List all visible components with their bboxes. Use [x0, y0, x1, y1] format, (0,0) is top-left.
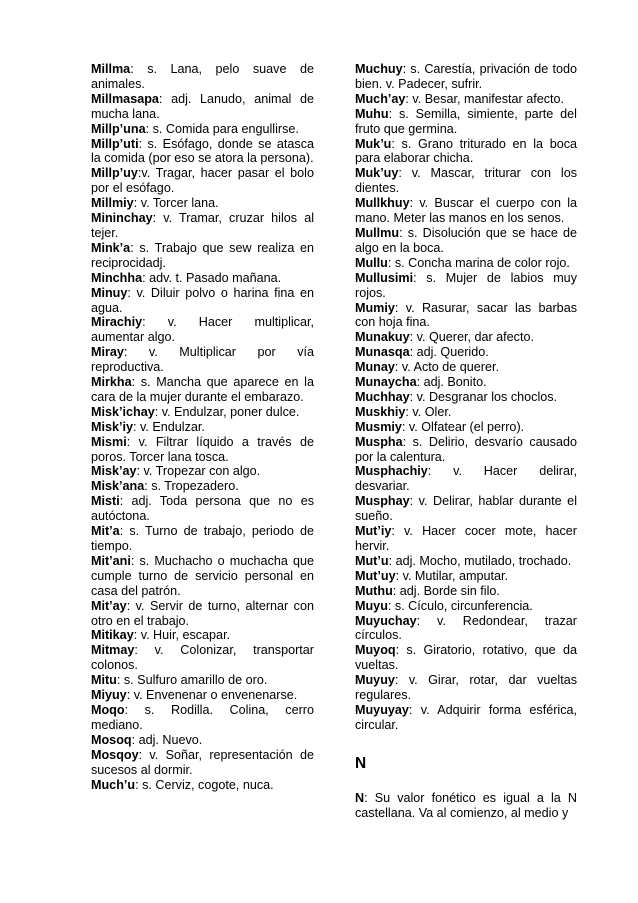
- entry-definition: : v. Multiplicar por vía reproductiva.: [91, 345, 314, 375]
- entry-term: Misk’ichay: [91, 404, 155, 419]
- entry-definition: : v. Endulzar, poner dulce.: [154, 404, 300, 419]
- entry-term: Muhu: [355, 106, 389, 121]
- dictionary-entry: [355, 62, 577, 92]
- entry-term: Mumiy: [355, 300, 395, 315]
- dictionary-entry: [355, 166, 577, 196]
- entry-term: Mismi: [91, 434, 127, 449]
- dictionary-entry: [91, 196, 314, 211]
- entry-definition: : adj. Mocho, mutilado, trochado.: [388, 553, 572, 568]
- entry-term: Much’ay: [355, 91, 406, 106]
- entry-term: Millma: [91, 62, 131, 76]
- entry-term: Mit’ani: [91, 553, 131, 568]
- entry-definition: : v. Hacer cocer mote, hacer hervir.: [355, 524, 577, 553]
- entry-definition: : s. Mancha que aparece en la cara de la mujer durante el embarazo.: [91, 375, 314, 404]
- entry-term: Munakuy: [355, 330, 410, 345]
- dictionary-entry: [91, 554, 314, 599]
- entry-term: Mitmay: [91, 643, 135, 658]
- dictionary-entry: [355, 196, 577, 226]
- entry-definition: : s. Esófago, donde se atasca la comida (por eso se atora la persona).: [91, 136, 314, 166]
- dictionary-entry: [91, 375, 314, 405]
- entry-definition: : v. Servir de turno, alternar con otro en el trabajo.: [91, 598, 314, 628]
- entry-term: Mut’u: [355, 553, 389, 568]
- entry-definition: : v. Huir, escapar.: [133, 628, 231, 643]
- entry-term: Mit’a: [91, 524, 120, 539]
- entry-definition: : s. Comida para engullirse.: [145, 121, 299, 136]
- dictionary-entry: [91, 524, 314, 554]
- entry-definition: : s. Mujer de labios muy rojos.: [355, 270, 577, 300]
- entry-definition: : v. Delirar, hablar durante el sueño.: [355, 494, 577, 524]
- entry-definition: : s. Delirio, desvarío causado por la calentura.: [355, 434, 577, 464]
- entry-term: Mullu: [355, 255, 388, 270]
- right-entries: [355, 62, 577, 733]
- entry-term: Musphay: [355, 494, 410, 509]
- entry-definition: : v. Tramar, cruzar hilos al tejer.: [91, 211, 314, 240]
- entry-term: Minchha: [91, 270, 143, 285]
- entry-definition: : s. Cículo, circunferencia.: [387, 598, 533, 613]
- dictionary-entry: [91, 748, 314, 778]
- entry-definition: : s. Turno de trabajo, periodo de tiempo.: [91, 524, 314, 553]
- entry-definition: : s. Carestía, privación de todo bien. v. Padecer, sufrir.: [355, 62, 577, 91]
- dictionary-entry: [355, 584, 577, 599]
- section-entries: [355, 791, 577, 821]
- entry-definition: : v. Mascar, triturar con los dientes.: [355, 166, 577, 196]
- section-letter-heading: N: [355, 754, 367, 772]
- dictionary-entry: [91, 688, 314, 703]
- entry-definition: : s. Lana, pelo suave de animales.: [91, 62, 314, 91]
- entry-term: Moqo: [91, 702, 125, 717]
- dictionary-entry: [91, 464, 314, 479]
- entry-definition: : v. Tropezar con algo.: [136, 464, 261, 479]
- entry-term: Munay: [355, 360, 395, 375]
- entry-definition: : v. Besar, manifestar afecto.: [405, 91, 565, 106]
- dictionary-entry: [355, 673, 577, 703]
- entry-term: Misti: [91, 494, 120, 509]
- dictionary-entry: [91, 494, 314, 524]
- dictionary-entry: [91, 673, 314, 688]
- entry-term: Millp’uti: [91, 136, 139, 151]
- entry-term: Millp’uy: [91, 166, 138, 181]
- dictionary-entry: [91, 420, 314, 435]
- entry-term: Mullkhuy: [355, 196, 410, 211]
- entry-term: Misk’ana: [91, 479, 145, 494]
- entry-definition: : adj. Querido.: [409, 345, 489, 360]
- dictionary-entry: [355, 554, 577, 569]
- dictionary-entry: [355, 92, 577, 107]
- dictionary-entry: [355, 464, 577, 494]
- entry-definition: : v. Endulzar.: [133, 419, 205, 434]
- dictionary-entry: [355, 345, 577, 360]
- entry-definition: : v. Redondear, trazar círculos.: [355, 613, 577, 643]
- entry-term: Muyuy: [355, 673, 395, 688]
- dictionary-entry: [355, 375, 577, 390]
- dictionary-entry: [355, 390, 577, 405]
- entry-definition: : s. Tropezadero.: [144, 479, 239, 494]
- dictionary-entry: [91, 241, 314, 271]
- entry-definition: : v. Rasurar, sacar las barbas con hoja fina.: [355, 300, 577, 330]
- dictionary-entry: [91, 628, 314, 643]
- dictionary-entry: [91, 92, 314, 122]
- dictionary-entry: [355, 643, 577, 673]
- entry-definition: : v. Querer, dar afecto.: [409, 330, 534, 345]
- entry-definition: : adj. Bonito.: [416, 375, 487, 390]
- entry-definition: : s. Concha marina de color rojo.: [387, 255, 570, 270]
- entry-term: Muk’u: [355, 136, 392, 151]
- entry-definition: : v. Soñar, representación de sucesos al dormir.: [91, 747, 314, 777]
- entry-definition: : s. Trabajo que sew realiza en reciprocidadj.: [91, 240, 314, 270]
- dictionary-entry: [91, 271, 314, 286]
- entry-definition: : s. Sulfuro amarillo de oro.: [116, 673, 268, 688]
- entry-definition: : adj. Nuevo.: [131, 732, 203, 747]
- entry-term: Mullmu: [355, 225, 400, 240]
- entry-definition: : v. Buscar el cuerpo con la mano. Meter las manos en los senos.: [355, 196, 577, 226]
- entry-term: Miray: [91, 345, 124, 360]
- entry-definition: : s. Grano triturado en la boca para elaborar chicha.: [355, 136, 577, 166]
- entry-definition: : v. Desgranar los choclos.: [409, 389, 558, 404]
- entry-term: Mirachiy: [91, 315, 143, 330]
- dictionary-entry: [91, 137, 314, 167]
- entry-term: Mosoq: [91, 732, 132, 747]
- entry-term: Muchhay: [355, 389, 410, 404]
- entry-term: Muspha: [355, 434, 403, 449]
- entry-definition: : v. Mutilar, amputar.: [395, 568, 509, 583]
- entry-definition: : s. Rodilla. Colina, cerro mediano.: [91, 702, 314, 732]
- entry-term: Muskhiy: [355, 404, 406, 419]
- dictionary-entry: [91, 405, 314, 420]
- entry-term: Muyu: [355, 598, 388, 613]
- entry-term: Mink’a: [91, 240, 131, 255]
- entry-term: Mut’uy: [355, 568, 396, 583]
- entry-term: Mullusimi: [355, 270, 414, 285]
- dictionary-entry: [91, 703, 314, 733]
- entry-definition: : v. Diluir polvo o harina fina en agua.: [91, 285, 314, 315]
- dictionary-entry: [91, 211, 314, 241]
- left-column: [91, 62, 314, 792]
- dictionary-entry: [355, 107, 577, 137]
- entry-term: Muyuchay: [355, 613, 417, 628]
- entry-definition: : s. Muchacho o muchacha que cumple turno de servicio personal en casa del patrón.: [91, 553, 314, 598]
- entry-definition: : s. Cerviz, cogote, nuca.: [135, 777, 274, 792]
- dictionary-entry: [355, 494, 577, 524]
- entry-term: Munasqa: [355, 345, 410, 360]
- entry-definition: : v. Envenenar o envenenarse.: [126, 688, 298, 703]
- entry-definition: : v. Colonizar, transportar colonos.: [91, 643, 314, 673]
- entry-term: Mit’ay: [91, 598, 127, 613]
- entry-definition: : adj. Borde sin filo.: [392, 583, 500, 598]
- entry-term: Mosqoy: [91, 747, 139, 762]
- entry-definition: : v. Hacer delirar, desvariar.: [355, 464, 577, 494]
- entry-term: N: [355, 790, 365, 805]
- entry-term: Miyuy: [91, 688, 127, 703]
- dictionary-entry: [91, 479, 314, 494]
- entry-term: Much’u: [91, 777, 136, 792]
- entry-term: Muthu: [355, 583, 393, 598]
- entry-term: Musphachiy: [355, 464, 428, 479]
- entry-definition: : v. Hacer multiplicar, aumentar algo.: [91, 315, 314, 345]
- entry-definition: :v. Tragar, hacer pasar el bolo por el esófago.: [91, 166, 314, 196]
- dictionary-entry: [355, 330, 577, 345]
- entry-definition: : adj. Toda persona que no es autóctona.: [91, 494, 314, 524]
- entry-term: Misk’ay: [91, 464, 137, 479]
- dictionary-entry: [355, 256, 577, 271]
- entry-term: Muchuy: [355, 62, 403, 76]
- dictionary-entry: [355, 599, 577, 614]
- entry-definition: : v. Olfatear (el perro).: [401, 419, 525, 434]
- entry-definition: : adv. t. Pasado mañana.: [142, 270, 282, 285]
- dictionary-entry: [91, 286, 314, 316]
- entry-definition: : s. Giratorio, rotativo, que da vueltas.: [355, 643, 577, 673]
- dictionary-entry: [355, 614, 577, 644]
- entry-term: Mut’iy: [355, 524, 392, 539]
- dictionary-entry: [355, 420, 577, 435]
- entry-term: Minuy: [91, 285, 128, 300]
- entry-definition: : s. Semilla, simiente, parte del fruto que germina.: [355, 106, 577, 136]
- entry-definition: : v. Torcer lana.: [133, 196, 219, 211]
- dictionary-entry: [91, 62, 314, 92]
- entry-definition: : v. Acto de querer.: [394, 360, 499, 375]
- dictionary-entry: [91, 435, 314, 465]
- entry-definition: : adj. Lanudo, animal de mucha lana.: [91, 91, 314, 121]
- dictionary-entry: [91, 599, 314, 629]
- dictionary-entry: [355, 405, 577, 420]
- entry-definition: : s. Disolución que se hace de algo en la boca.: [355, 225, 577, 255]
- entry-term: Misk’iy: [91, 419, 133, 434]
- dictionary-entry: [355, 271, 577, 301]
- entry-term: Muyuyay: [355, 702, 409, 717]
- entry-term: Millmasapa: [91, 91, 159, 106]
- dictionary-entry: [355, 301, 577, 331]
- dictionary-entry: [355, 226, 577, 256]
- entry-definition: : Su valor fonético es igual a la N castellana. Va al comienzo, al medio y: [355, 790, 577, 820]
- entry-term: Muyoq: [355, 643, 396, 658]
- entry-definition: : v. Filtrar líquido a través de poros. Torcer lana tosca.: [91, 434, 314, 464]
- dictionary-entry: [91, 778, 314, 793]
- dictionary-entry: [355, 137, 577, 167]
- dictionary-entry: [91, 315, 314, 345]
- entry-term: Mirkha: [91, 375, 132, 390]
- entry-term: Mininchay: [91, 211, 153, 226]
- dictionary-entry: [355, 703, 577, 733]
- entry-term: Millmiy: [91, 196, 134, 211]
- dictionary-entry: [355, 569, 577, 584]
- entry-term: Musmiy: [355, 419, 402, 434]
- dictionary-entry: [355, 524, 577, 554]
- dictionary-entry: [91, 166, 314, 196]
- entry-term: Millp’una: [91, 121, 146, 136]
- entry-term: Muk’uy: [355, 166, 399, 181]
- entry-term: Mitu: [91, 673, 117, 688]
- right-column: [355, 62, 577, 821]
- dictionary-entry: [355, 435, 577, 465]
- dictionary-entry: [91, 345, 314, 375]
- dictionary-entry: [91, 733, 314, 748]
- entry-definition: : v. Oler.: [405, 404, 452, 419]
- dictionary-entry: [91, 643, 314, 673]
- dictionary-entry: [355, 791, 577, 821]
- dictionary-entry: [91, 122, 314, 137]
- dictionary-entry: [355, 360, 577, 375]
- entry-definition: : v. Adquirir forma esférica, circular.: [355, 702, 577, 732]
- entry-term: Munaycha: [355, 375, 417, 390]
- entry-term: Mitikay: [91, 628, 134, 643]
- entry-definition: : v. Girar, rotar, dar vueltas regulares.: [355, 673, 577, 703]
